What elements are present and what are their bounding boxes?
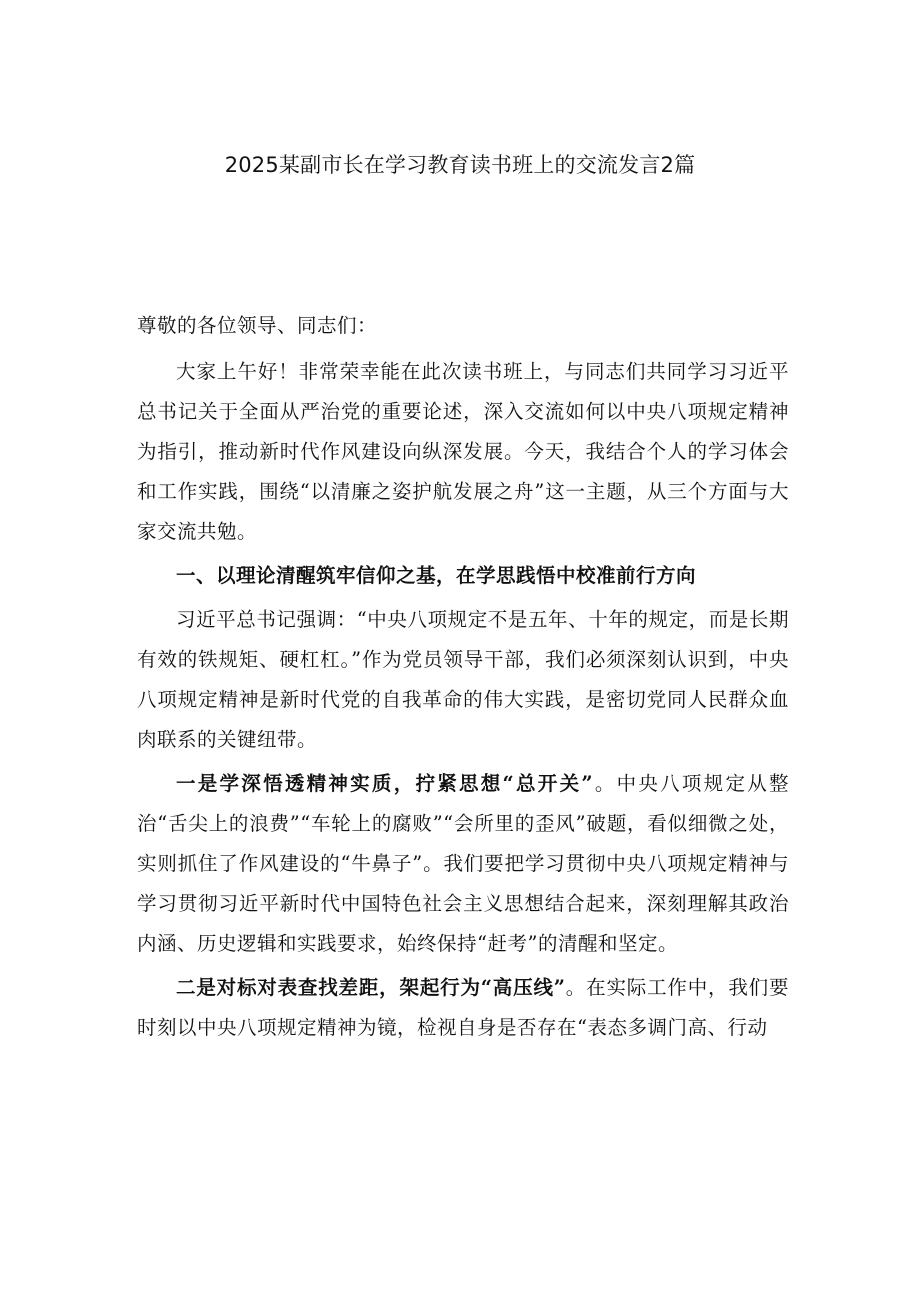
document-title: 2025某副市长在学习教育读书班上的交流发言2篇 [224,153,696,177]
section-1-paragraph: 习近平总书记强调：“中央八项规定不是五年、十年的规定，而是长期有效的铁规矩、硬杠杠。”作为党员领导干部，我们必须深刻认识到，中央八项规定精神是新时代党的自我革命的伟大实践，是密切党同人民群众血肉联系的关键纽带。 [137,608,789,751]
point-2-paragraph [137,968,789,1048]
section-heading-1: 一、以理论清醒筑牢信仰之基，在学思践悟中校准前行方向 [176,564,697,587]
intro-paragraph: 大家上午好！非常荣幸能在此次读书班上，与同志们共同学习习近平总书记关于全面从严治党的重要论述，深入交流如何以中央八项规定精神为指引，推动新时代作风建设向纵深发展。今天，我结合个人的学习体会和工作实践，围绕“以清廉之姿护航发展之舟”这一主题，从三个方面与大家交流共勉。 [137,360,789,543]
point-1-paragraph [137,764,789,964]
point-1-lead: 一是学深悟透精神实质，拧紧思想“总开关” [176,772,594,795]
point-2-text: 。在实际工作中，我们要时刻以中央八项规定精神为镜，检视自身是否存在“表态多调门高、行动 [137,976,789,1039]
point-2-lead: 二是对标对表查找差距，架起行为“高压线” [176,976,566,999]
document-body [137,306,789,1052]
point-1-text: 。中央八项规定从整治“舌尖上的浪费”“车轮上的腐败”“会所里的歪风”破题，看似细微之处，实则抓住了作风建设的“牛鼻子”。我们要把学习贯彻中央八项规定精神与学习贯彻习近平新时代中国特色社会主义思想结合起来，深刻理解其政治内涵、历史逻辑和实践要求，始终保持“赶考”的清醒和坚定。 [137,772,789,955]
salutation: 尊敬的各位领导、同志们： [137,314,378,337]
